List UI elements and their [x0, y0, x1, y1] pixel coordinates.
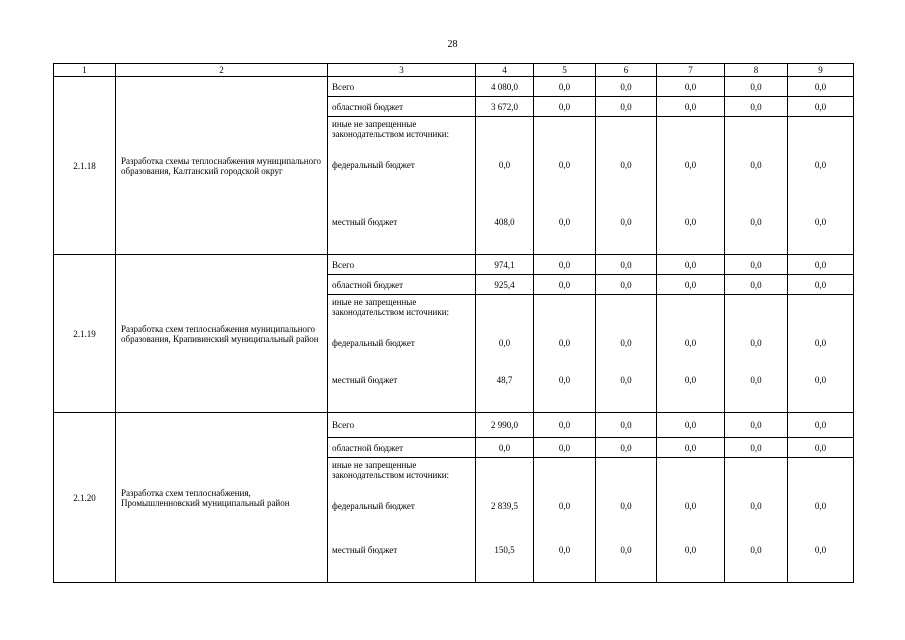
value-stack-cell — [476, 458, 534, 583]
federal-value: 0,0 — [684, 338, 697, 348]
source-labels-cell — [328, 295, 476, 413]
value-cell: 0,0 — [596, 255, 657, 275]
value-cell: 0,0 — [657, 438, 725, 458]
source-label: Всего — [328, 255, 476, 275]
federal-value: 0,0 — [814, 501, 827, 511]
federal-value: 0,0 — [684, 501, 697, 511]
value-cell: 0,0 — [657, 255, 725, 275]
header-row — [54, 64, 854, 77]
value-cell: 0,0 — [596, 77, 657, 97]
item-code: 2.1.20 — [54, 413, 116, 583]
value-stack-cell — [476, 117, 534, 255]
value-cell: 4 080,0 — [476, 77, 534, 97]
value-stack-cell — [596, 458, 657, 583]
value-stack-cell — [788, 458, 854, 583]
value-stack-cell — [725, 117, 788, 255]
local-value: 0,0 — [814, 545, 827, 555]
header-cell: 3 — [328, 64, 476, 77]
value-cell: 0,0 — [788, 438, 854, 458]
local-value: 0,0 — [750, 375, 762, 385]
value-cell: 0,0 — [476, 438, 534, 458]
value-stack-cell — [657, 295, 725, 413]
table-row — [54, 77, 854, 97]
local-value: 0,0 — [620, 545, 632, 555]
value-stack-cell — [657, 117, 725, 255]
federal-value: 0,0 — [498, 160, 511, 170]
value-cell: 0,0 — [596, 97, 657, 117]
value-cell: 974,1 — [476, 255, 534, 275]
value-cell: 0,0 — [657, 97, 725, 117]
local-value: 0,0 — [558, 375, 571, 385]
value-cell: 0,0 — [725, 77, 788, 97]
value-stack-cell — [788, 295, 854, 413]
value-cell: 0,0 — [534, 255, 596, 275]
federal-value: 0,0 — [814, 160, 827, 170]
value-cell: 0,0 — [657, 413, 725, 438]
federal-value: 0,0 — [684, 160, 697, 170]
federal-value: 0,0 — [620, 160, 632, 170]
value-cell: 0,0 — [788, 77, 854, 97]
local-value: 48,7 — [496, 375, 513, 385]
local-value: 0,0 — [684, 375, 697, 385]
local-value: 0,0 — [814, 375, 827, 385]
value-cell: 0,0 — [788, 275, 854, 295]
header-cell: 6 — [596, 64, 657, 77]
other-sources-label: иные не запрещенные законодательством источники: — [332, 460, 450, 480]
source-labels-cell — [328, 458, 476, 583]
value-cell: 0,0 — [725, 413, 788, 438]
local-budget-label: местный бюджет — [332, 545, 398, 555]
federal-value: 0,0 — [558, 501, 571, 511]
value-stack-cell — [596, 117, 657, 255]
value-cell: 0,0 — [788, 413, 854, 438]
local-value: 0,0 — [558, 545, 571, 555]
local-value: 0,0 — [684, 217, 697, 227]
local-value: 0,0 — [558, 217, 571, 227]
federal-value: 2 839,5 — [491, 501, 518, 511]
value-cell: 0,0 — [534, 97, 596, 117]
federal-budget-label: федеральный бюджет — [332, 501, 415, 511]
value-cell: 0,0 — [788, 97, 854, 117]
value-cell: 0,0 — [725, 97, 788, 117]
value-stack-cell — [534, 295, 596, 413]
value-stack-cell — [725, 458, 788, 583]
header-cell: 9 — [788, 64, 854, 77]
local-value: 0,0 — [750, 217, 762, 227]
value-cell: 2 990,0 — [476, 413, 534, 438]
source-label: областной бюджет — [328, 438, 476, 458]
value-cell: 0,0 — [534, 438, 596, 458]
local-value: 0,0 — [750, 545, 762, 555]
value-cell: 3 672,0 — [476, 97, 534, 117]
value-cell: 0,0 — [596, 275, 657, 295]
value-cell: 0,0 — [534, 413, 596, 438]
value-stack-cell — [596, 295, 657, 413]
federal-value: 0,0 — [814, 338, 827, 348]
local-value: 0,0 — [620, 375, 632, 385]
value-stack-cell — [725, 295, 788, 413]
local-value: 0,0 — [814, 217, 827, 227]
federal-value: 0,0 — [620, 338, 632, 348]
header-cell: 7 — [657, 64, 725, 77]
value-cell: 0,0 — [534, 275, 596, 295]
item-code: 2.1.18 — [54, 77, 116, 255]
value-cell: 0,0 — [596, 438, 657, 458]
local-value: 0,0 — [684, 545, 697, 555]
federal-value: 0,0 — [558, 160, 571, 170]
value-cell: 0,0 — [725, 255, 788, 275]
federal-budget-label: федеральный бюджет — [332, 338, 415, 348]
other-sources-label: иные не запрещенные законодательством источники: — [332, 119, 450, 139]
item-name: Разработка схем теплоснабжения, Промышленновский муниципальный район — [116, 413, 328, 583]
value-stack-cell — [476, 295, 534, 413]
item-name: Разработка схем теплоснабжения муниципального образования, Крапивинский муниципальный район — [116, 255, 328, 413]
source-label: Всего — [328, 77, 476, 97]
source-labels-cell — [328, 117, 476, 255]
federal-budget-label: федеральный бюджет — [332, 160, 415, 170]
header-cell: 1 — [54, 64, 116, 77]
value-cell: 0,0 — [657, 77, 725, 97]
value-stack-cell — [534, 458, 596, 583]
value-cell: 0,0 — [657, 275, 725, 295]
value-stack-cell — [534, 117, 596, 255]
federal-value: 0,0 — [558, 338, 571, 348]
table-row — [54, 255, 854, 275]
source-label: областной бюджет — [328, 275, 476, 295]
federal-value: 0,0 — [750, 501, 762, 511]
header-cell: 5 — [534, 64, 596, 77]
budget-table — [53, 63, 854, 583]
federal-value: 0,0 — [750, 160, 762, 170]
value-stack-cell — [657, 458, 725, 583]
page-number: 28 — [447, 39, 458, 50]
header-cell: 8 — [725, 64, 788, 77]
value-cell: 0,0 — [534, 77, 596, 97]
local-value: 150,5 — [494, 545, 515, 555]
header-cell: 2 — [116, 64, 328, 77]
local-budget-label: местный бюджет — [332, 375, 398, 385]
value-stack-cell — [788, 117, 854, 255]
local-value: 408,0 — [494, 217, 515, 227]
other-sources-label: иные не запрещенные законодательством источники: — [332, 297, 450, 317]
federal-value: 0,0 — [498, 338, 511, 348]
federal-value: 0,0 — [750, 338, 762, 348]
header-cell: 4 — [476, 64, 534, 77]
item-name: Разработка схемы теплоснабжения муниципального образования, Калтанский городской округ — [116, 77, 328, 255]
value-cell: 0,0 — [596, 413, 657, 438]
item-code: 2.1.19 — [54, 255, 116, 413]
value-cell: 925,4 — [476, 275, 534, 295]
local-budget-label: местный бюджет — [332, 217, 398, 227]
source-label: областной бюджет — [328, 97, 476, 117]
table-row — [54, 413, 854, 438]
value-cell: 0,0 — [725, 275, 788, 295]
value-cell: 0,0 — [788, 255, 854, 275]
source-label: Всего — [328, 413, 476, 438]
federal-value: 0,0 — [620, 501, 632, 511]
local-value: 0,0 — [620, 217, 632, 227]
value-cell: 0,0 — [725, 438, 788, 458]
